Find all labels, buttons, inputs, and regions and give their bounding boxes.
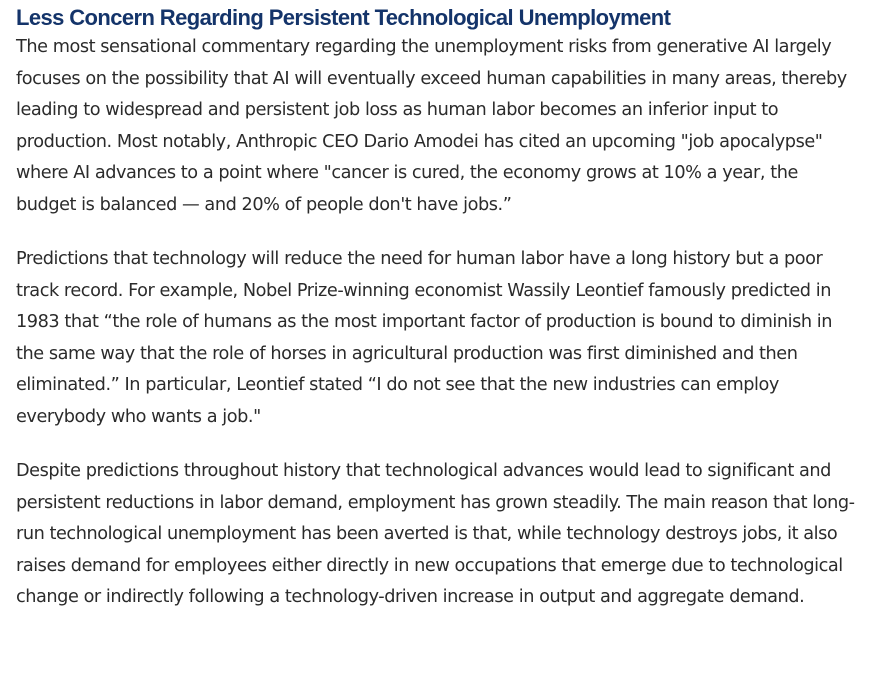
paragraph-employment-growth: Despite predictions throughout history that technological advances would lead to significant and persistent reductions in labor demand, employment has grown steadily. The main reason that long-run technological unemployment has been averted is that, while technology destroys jobs, it also raises demand for employees either directly in new occupations that emerge due to technological change or indirectly following a technology-driven increase in output and aggregate demand. xyxy=(16,461,855,607)
section-heading: Less Concern Regarding Persistent Technological Unemployment xyxy=(16,5,671,30)
paragraph-job-apocalypse: The most sensational commentary regarding the unemployment risks from generative AI largely focuses on the possibility that AI will eventually exceed human capabilities in many areas, thereby leading to widespread and persistent job loss as human labor becomes an inferior input to production. Most notably, Anthropic CEO Dario Amodei has cited an upcoming "job apocalypse" where AI advances to a point where "cancer is cured, the economy grows at 10% a year, the budget is balanced — and 20% of people don't have jobs.” xyxy=(16,37,847,215)
paragraph-leontief-prediction: Predictions that technology will reduce the need for human labor have a long history but a poor track record. For example, Nobel Prize-winning economist Wassily Leontief famously predicted in 1983 that “the role of humans as the most important factor of production is bound to diminish in the same way that the role of horses in agricultural production was first diminished and then eliminated.” In particular, Leontief stated “I do not see that the new industries can employ everybody who wants a job." xyxy=(16,249,833,427)
